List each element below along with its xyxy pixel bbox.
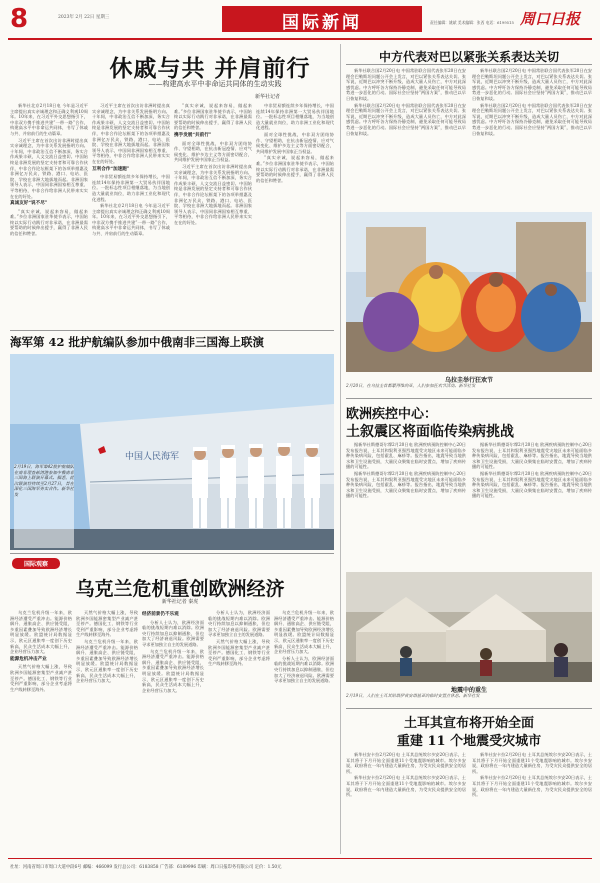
newspaper-logo: 周口日报 — [520, 10, 581, 28]
lead-body-3: 中非贸易额连续多年保持增长，中国连续14年保持非洲第一大贸易伙伴国地位。一批标志性项目相继落地，为当地创造大量就业岗位，助力非洲工业化和现代化进程。 — [92, 174, 170, 202]
lead-subtitle-3: 携手发展“共前行” — [174, 132, 212, 138]
right-mid-body: 据新华社斯德哥尔摩2月20日电 欧洲疾病预防控制中心20日发布报告说，土耳其和叙利亚强烈地震受灾地区未来可能面临多种传染病风险，包括霍乱、麻疹等。报告指出，地震导致当地供水和卫生设施受损，大量民众聚集在临时安置点，增加了疾病传播的可能性。 — [346, 442, 466, 470]
navy-photo — [10, 354, 334, 550]
right-top-headline: 中方代表对巴以紧张关系表达关切 — [378, 50, 559, 64]
earthquake-caption-title: 地震中的重生 — [450, 687, 487, 694]
lead-body-2-cont-2: “真实亲诚，说起来容易，做起来难。”多位非洲国家驻华使节表示，中国始终以实际行动践行对非承诺，在非洲最需要帮助的时候伸出援手，赢得了非洲人民的信任和赞誉。 — [256, 155, 334, 183]
ukraine-col-5 — [274, 610, 334, 855]
ukraine-body-2-cont-2: 天然气价格大幅上涨，导致欧洲多国能源密集型产业减产甚至停产。德国化工、钢铁等行业受到严重影响，部分企业考虑将生产线转移至海外。 — [208, 638, 270, 667]
ukraine-subtitle-2: 经济前景仍不乐观 — [142, 612, 179, 617]
ukraine-body-3: 分析人士认为，欧洲经济面临的挑战短期内难以消除。欧洲央行持续加息以抑制通胀，但也加大了经济衰退风险。欧洲需要寻求更加独立自主的发展道路。 — [142, 619, 204, 647]
right-mid-body-cont: 据新华社斯德哥尔摩2月20日电 欧洲疾病预防控制中心20日发布报告说，土耳其和叙利亚强烈地震受灾地区未来可能面临多种传染病风险，包括霍乱、麻疹等。报告指出，地震导致当地供水和卫生设施受损，大量民众聚集在临时安置点，增加了疾病传播的可能性。 — [346, 470, 466, 499]
right-mid-rule — [346, 398, 592, 399]
lead-column-2 — [92, 103, 170, 325]
right-mid-headline-2: 土叙震区将面临传染病挑战 — [346, 424, 514, 440]
ukraine-headline: 乌克兰危机重创欧洲经济 — [75, 578, 285, 600]
right-bottom-rule — [346, 708, 592, 709]
ukraine-col-3 — [142, 610, 204, 855]
navy-rule-top — [10, 330, 334, 331]
lead-column-1 — [10, 103, 88, 325]
right-mid-headline-1: 欧洲疾控中心： — [346, 407, 438, 422]
lead-body-cont: 习近平主席在首次出访非洲时提出真实亲诚理念，为中非关系发展指明方向。十年间，中非政治互信不断加深，务实合作成果丰硕，人文交流日益密切。中国始终是非洲发展的坚定支持者和可靠合作伙伴，中非合作论坛框架下的各项举措惠及非洲亿万民众，铁路、港口、电站、医院、学校在非洲大地拔地而起。非洲国家领导人表示，中国同非洲国家相互尊重、平等相待，中非合作给非洲人民带来实实在在的好处。 — [92, 103, 170, 164]
lead-body-4: 面对全球性挑战，中非双方团结协作、守望相助，在抗击新冠疫情、应对气候变化、维护多边主义等方面密切配合，共同维护发展中国家正当权益。 — [174, 140, 252, 163]
ukraine-subtitle-1: 能源危机冲击产业 — [10, 656, 47, 662]
lead-headline: 休戚与共 并肩前行 — [109, 55, 311, 82]
ukraine-body-2-cont: 天然气价格大幅上涨，导致欧洲多国能源密集型产业减产甚至停产。德国化工、钢铁等行业受到严重影响，部分企业考虑将生产线转移至海外。 — [76, 610, 138, 638]
right-top-body-cont-3: 新华社联合国2月20日电 中国常驻联合国代表张军20日在安理会巴勒斯坦问题公开会上发言，对巴以紧张关系表达关切。张军说，近期巴以冲突不断升级，造成大量人员伤亡，中方对此深感忧虑。中方呼吁各方保持冷静克制，避免采取任何可能导致局势进一步恶化的行动。国际社会应坚持“两国方案”，推动巴以早日恢复和谈。 — [472, 102, 592, 136]
right-bottom-col-2 — [472, 752, 592, 854]
right-mid-body-cont-3: 据新华社斯德哥尔摩2月20日电 欧洲疾病预防控制中心20日发布报告说，土耳其和叙利亚强烈地震受灾地区未来可能面临多种传染病风险，包括霍乱、麻疹等。报告指出，地震导致当地供水和卫生设施受损，大量民众聚集在临时安置点，增加了疾病传播的可能性。 — [472, 470, 592, 499]
ukraine-col-1 — [10, 610, 72, 855]
right-bottom-headline-2: 重建 11 个地震受灾城市 — [396, 734, 542, 749]
column-divider — [340, 44, 341, 854]
ukraine-byline: 新华社记者 秦虎 — [161, 599, 199, 605]
lead-body-cont-2: 习近平主席在首次出访非洲时提出真实亲诚理念，为中非关系发展指明方向。十年间，中非政治互信不断加深，务实合作成果丰硕，人文交流日益密切。中国始终是非洲发展的坚定支持者和可靠合作伙伴，中非合作论坛框架下的各项举措惠及非洲亿万民众，铁路、港口、电站、医院、学校在非洲大地拔地而起。非洲国家领导人表示，中国同非洲国家相互尊重、平等相待，中非合作给非洲人民带来实实在在的好处。 — [174, 163, 252, 225]
ukraine-body-3-cont: 分析人士认为，欧洲经济面临的挑战短期内难以消除。欧洲央行持续加息以抑制通胀，但也加大了经济衰退风险。欧洲需要寻求更加独立自主的发展道路。 — [208, 610, 270, 638]
carnival-caption: 2月20日，在乌拉圭首都蒙得维的亚，人们参加狂欢节活动。新华社发 — [346, 383, 476, 388]
right-top-body-cont: 新华社联合国2月20日电 中国常驻联合国代表张军20日在安理会巴勒斯坦问题公开会上发言，对巴以紧张关系表达关切。张军说，近期巴以冲突不断升级，造成大量人员伤亡，中方对此深感忧虑。中方呼吁各方保持冷静克制，避免采取任何可能导致局势进一步恶化的行动。国际社会应坚持“两国方案”，推动巴以早日恢复和谈。 — [346, 102, 466, 136]
lead-body: 习近平主席在首次出访非洲时提出真实亲诚理念，为中非关系发展指明方向。十年间，中非政治互信不断加深，务实合作成果丰硕，人文交流日益密切。中国始终是非洲发展的坚定支持者和可靠合作伙伴，中非合作论坛框架下的各项举措惠及非洲亿万民众，铁路、港口、电站、医院、学校在非洲大地拔地而起。非洲国家领导人表示，中国同非洲国家相互尊重、平等相待，中非合作给非洲人民带来实实在在的好处。 — [10, 137, 88, 199]
masthead — [0, 0, 600, 40]
lead-subtitle-1: 真诚友好“说不尽” — [10, 201, 48, 207]
footer-text: 社址：河南省周口市周口大道中段6号 邮编：466099 发行总公司：6183858 广告部：6189996 印刷：周口日报印务有限公司 定价：1.50元 — [10, 865, 282, 870]
section-title: 国际新闻 — [282, 13, 362, 33]
ukraine-col-2 — [76, 610, 138, 855]
lead-column-3 — [174, 103, 252, 325]
editors-line: 责任编辑：姚斌 美术编辑：张西 电话：6199515 — [430, 20, 514, 25]
lead-column-4 — [256, 103, 334, 325]
right-mid-col-2 — [472, 442, 592, 567]
ship-hull-text: 中国人民海军 — [125, 452, 180, 462]
lead-body-2-cont: “真实亲诚，说起来容易，做起来难。”多位非洲国家驻华使节表示，中国始终以实际行动践行对非承诺，在非洲最需要帮助的时候伸出援手，赢得了非洲人民的信任和赞誉。 — [174, 103, 252, 131]
masthead-rule — [8, 38, 592, 40]
lead-subhead: ——构建高水平中非命运共同体的生动实践 — [148, 80, 282, 88]
earthquake-photo-art — [346, 572, 592, 682]
navy-caption: 2月19日，海军第42批护航编队在南非理查兹湾港参加中俄南非三国海上联演开幕式。据悉，此次联演将持续至2月27日，旨在深化三国海军务实合作。新华社发 — [14, 464, 74, 548]
ukraine-body-3-cont-2: 分析人士认为，欧洲经济面临的挑战短期内难以消除。欧洲央行持续加息以抑制通胀，但也加大了经济衰退风险。欧洲需要寻求更加独立自主的发展道路。 — [274, 655, 334, 684]
earthquake-caption: 2月19日，人们在土耳其哈塔伊省安塔基亚的临时安置点休息。新华社发 — [346, 693, 480, 698]
carnival-photo-art — [346, 212, 592, 372]
right-bottom-body-cont-2: 新华社安卡拉2月20日电 土耳其总统埃尔多安20日表示，土耳其将于下月开始全面重建11个受地震影响的城市。埃尔多安说，政府将在一年内建造大量新住房，为受灾民众提供安全的居所。 — [472, 752, 592, 774]
right-top-col-1 — [346, 68, 466, 208]
right-bottom-body-cont: 新华社安卡拉2月20日电 土耳其总统埃尔多安20日表示，土耳其将于下月开始全面重建11个受地震影响的城市。埃尔多安说，政府将在一年内建造大量新住房，为受灾民众提供安全的居所。 — [346, 775, 466, 798]
right-bottom-body: 新华社安卡拉2月20日电 土耳其总统埃尔多安20日表示，土耳其将于下月开始全面重建11个受地震影响的城市。埃尔多安说，政府将在一年内建造大量新住房，为受灾民众提供安全的居所。 — [346, 752, 466, 774]
right-top-body-cont-2: 新华社联合国2月20日电 中国常驻联合国代表张军20日在安理会巴勒斯坦问题公开会上发言，对巴以紧张关系表达关切。张军说，近期巴以冲突不断升级，造成大量人员伤亡，中方对此深感忧虑。中方呼吁各方保持冷静克制，避免采取任何可能导致局势进一步恶化的行动。国际社会应坚持“两国方案”，推动巴以早日恢复和谈。 — [472, 68, 592, 101]
right-bottom-body-cont-3: 新华社安卡拉2月20日电 土耳其总统埃尔多安20日表示，土耳其将于下月开始全面重建11个受地震影响的城市。埃尔多安说，政府将在一年内建造大量新住房，为受灾民众提供安全的居所。 — [472, 775, 592, 798]
ukraine-col-4 — [208, 610, 270, 855]
right-bottom-col-1 — [346, 752, 466, 854]
right-mid-col-1 — [346, 442, 466, 567]
footer-rule — [8, 858, 592, 859]
date-line: 2023年 2月 22日 星期三 — [58, 15, 110, 20]
earthquake-photo — [346, 572, 592, 682]
ukraine-body-cont-2: 乌克兰危机升级一年来，欧洲经济遭受严重冲击。能源价格飙升、通胀高企、供应链受阻，多重因素叠加导致欧洲经济增长明显放缓。欧盟统计局数据显示，欧元区通胀率一度创下历史新高，民众生活成本大幅上升，企业经营压力加大。 — [142, 648, 204, 693]
ukraine-tag-text: 国际观察 — [23, 561, 48, 568]
right-top-rule — [346, 64, 592, 65]
carnival-photo — [346, 212, 592, 372]
lead-body-3-cont: 中非贸易额连续多年保持增长，中国连续14年保持非洲第一大贸易伙伴国地位。一批标志性项目相继落地，为当地创造大量就业岗位，助力非洲工业化和现代化进程。 — [256, 103, 334, 131]
lead-byline: 新华社记者 — [254, 94, 280, 100]
right-bottom-headline-1: 土耳其宣布将开始全面 — [403, 716, 534, 731]
carnival-caption-title: 乌拉圭举行狂欢节 — [444, 377, 493, 384]
lead-intro-cont: 新华社北京2月18日电 今年是习近平主席提出真实亲诚理念和正确义利观10周年。10年来，在习近平外交思想指引下，中非双方携手推进共建“一带一路”合作，构建高水平中非命运共同体，书写了休戚与共、并肩前行的生动篇章。 — [92, 203, 170, 237]
ukraine-body-2: 天然气价格大幅上涨，导致欧洲多国能源密集型产业减产甚至停产。德国化工、钢铁等行业受到严重影响，部分企业考虑将生产线转移至海外。 — [10, 664, 72, 692]
navy-headline: 海军第 42 批护航编队参加中俄南非三国海上联演 — [10, 335, 265, 349]
ukraine-body-cont: 乌克兰危机升级一年来，欧洲经济遭受严重冲击。能源价格飙升、通胀高企、供应链受阻，多重因素叠加导致欧洲经济增长明显放缓。欧盟统计局数据显示，欧元区通胀率一度创下历史新高，民众生活成本大幅上升，企业经营压力加大。 — [76, 638, 138, 684]
lead-body-4-cont: 面对全球性挑战，中非双方团结协作、守望相助，在抗击新冠疫情、应对气候变化、维护多边主义等方面密切配合，共同维护发展中国家正当权益。 — [256, 131, 334, 154]
ukraine-body-cont-3: 乌克兰危机升级一年来，欧洲经济遭受严重冲击。能源价格飙升、通胀高企、供应链受阻，多重因素叠加导致欧洲经济增长明显放缓。欧盟统计局数据显示，欧元区通胀率一度创下历史新高，民众生活成本大幅上升，企业经营压力加大。 — [274, 610, 334, 655]
lead-body-2: “真实亲诚，说起来容易，做起来难。”多位非洲国家驻华使节表示，中国始终以实际行动践行对非承诺，在非洲最需要帮助的时候伸出援手，赢得了非洲人民的信任和赞誉。 — [10, 208, 88, 237]
lead-intro: 新华社北京2月18日电 今年是习近平主席提出真实亲诚理念和正确义利观10周年。10年来，在习近平外交思想指引下，中非双方携手推进共建“一带一路”合作，构建高水平中非命运共同体，书写了休戚与共、并肩前行的生动篇章。 — [10, 103, 88, 136]
right-mid-body-cont-2: 据新华社斯德哥尔摩2月20日电 欧洲疾病预防控制中心20日发布报告说，土耳其和叙利亚强烈地震受灾地区未来可能面临多种传染病风险，包括霍乱、麻疹等。报告指出，地震导致当地供水和卫生设施受损，大量民众聚集在临时安置点，增加了疾病传播的可能性。 — [472, 442, 592, 470]
right-top-col-2 — [472, 68, 592, 208]
right-top-body: 新华社联合国2月20日电 中国常驻联合国代表张军20日在安理会巴勒斯坦问题公开会上发言，对巴以紧张关系表达关切。张军说，近期巴以冲突不断升级，造成大量人员伤亡，中方对此深感忧虑。中方呼吁各方保持冷静克制，避免采取任何可能导致局势进一步恶化的行动。国际社会应坚持“两国方案”，推动巴以早日恢复和谈。 — [346, 68, 466, 101]
ukraine-rule-top — [10, 553, 334, 554]
ukraine-body: 乌克兰危机升级一年来，欧洲经济遭受严重冲击。能源价格飙升、通胀高企、供应链受阻，多重因素叠加导致欧洲经济增长明显放缓。欧盟统计局数据显示，欧元区通胀率一度创下历史新高，民众生活成本大幅上升，企业经营压力加大。 — [10, 610, 72, 655]
lead-subtitle-2: 互利合作“加速跑” — [92, 166, 130, 172]
page-number: 8 — [10, 4, 29, 34]
